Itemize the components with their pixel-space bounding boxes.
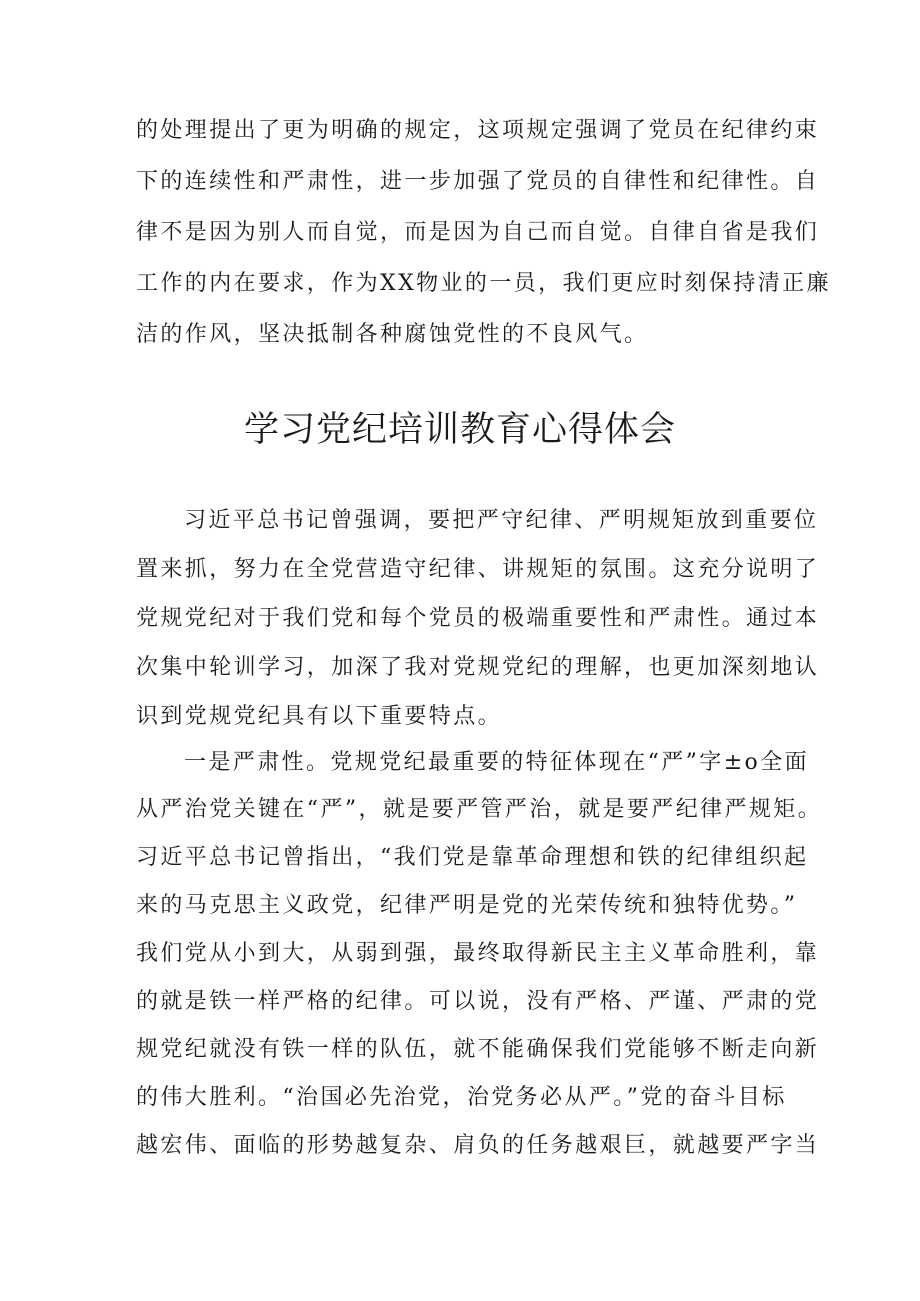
- paragraph-2-line-8: 的伟大胜利。“治国必先治党，治党务必从严。”党的奋斗目标: [136, 1085, 787, 1110]
- intro-line-1: 的处理提出了更为明确的规定，这项规定强调了党员在纪律约束: [136, 118, 820, 143]
- paragraph-2-line-5: 我们党从小到大，从弱到强，最终取得新民主主义革命胜利，靠: [136, 941, 820, 966]
- page-title: 学习党纪培训教育心得体会: [243, 410, 676, 450]
- paragraph-2-line-9: 越宏伟、面临的形势越复杂、肩负的任务越艰巨，就越要严字当: [136, 1133, 820, 1158]
- paragraph-2-line-7: 规党纪就没有铁一样的队伍，就不能确保我们党能够不断走向新: [136, 1037, 820, 1062]
- intro-line-4: 工作的内在要求，作为XX物业的一员，我们更应时刻保持清正廉: [136, 271, 831, 296]
- paragraph-2-line-2: 从严治党关键在“严”，就是要严管严治，就是要严纪律严规矩。: [136, 797, 823, 822]
- paragraph-1-line-3: 党规党纪对于我们党和每个党员的极端重要性和严肃性。通过本: [136, 606, 820, 631]
- paragraph-2-line-1: 一是严肃性。党规党纪最重要的特征体现在“严”字±o全面: [184, 750, 809, 775]
- paragraph-1-line-5: 识到党规党纪具有以下重要特点。: [136, 704, 503, 729]
- intro-line-5: 洁的作风，坚决抵制各种腐蚀党性的不良风气。: [136, 322, 649, 347]
- paragraph-1-line-2: 置来抓，努力在全党营造守纪律、讲规矩的氛围。这充分说明了: [136, 557, 820, 582]
- paragraph-2-line-6: 的就是铁一样严格的纪律。可以说，没有严格、严谨、严肃的党: [136, 989, 820, 1014]
- paragraph-2-line-4: 来的马克思主义政党，纪律严明是党的光荣传统和独特优势。”: [136, 893, 798, 918]
- paragraph-2-line-3: 习近平总书记曾指出，“我们党是靠革命理想和铁的纪律组织起: [136, 845, 809, 870]
- paragraph-1-line-4: 次集中轮训学习，加深了我对党规党纪的理解，也更加深刻地认: [136, 655, 820, 680]
- intro-line-3: 律不是因为别人而自觉，而是因为自己而自觉。自律自省是我们: [136, 220, 820, 245]
- intro-line-2: 下的连续性和严肃性，进一步加强了党员的自律性和纪律性。自: [136, 169, 820, 194]
- paragraph-1-line-1: 习近平总书记曾强调，要把严守纪律、严明规矩放到重要位: [184, 508, 819, 533]
